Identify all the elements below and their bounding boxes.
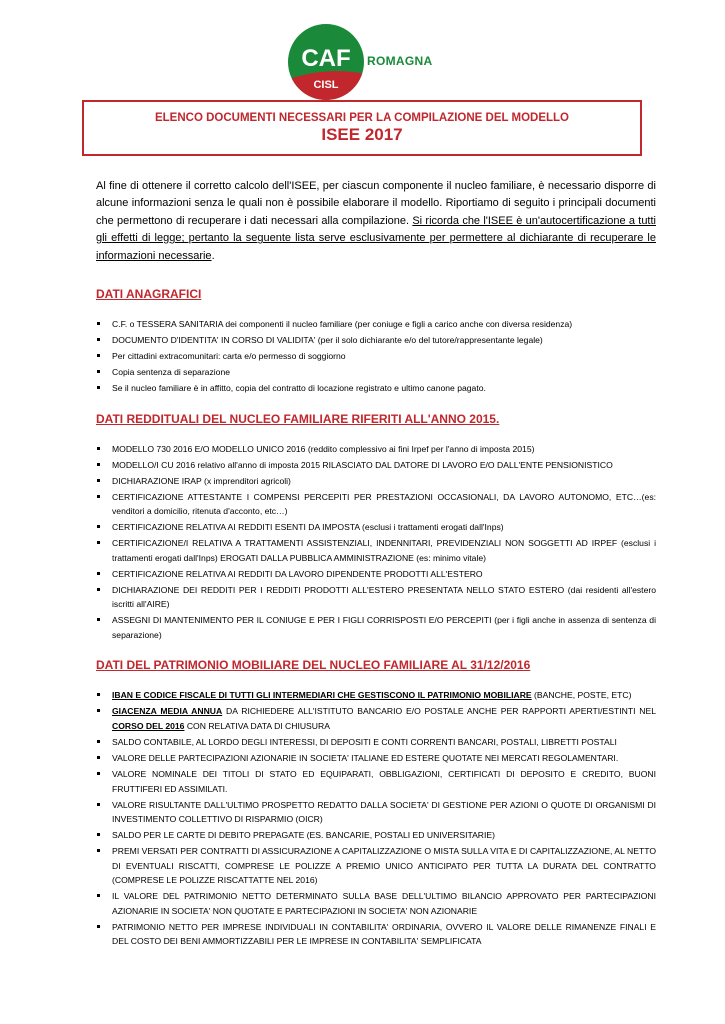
section-heading-anagrafici: DATI ANAGRAFICI bbox=[96, 287, 202, 302]
list-item: SALDO CONTABILE, AL LORDO DEGLI INTERESSI, DI DEPOSITI E CONTI CORRENTI BANCARI, POSTALI, LIBRETTI POSTALI bbox=[96, 735, 656, 750]
list-item: CERTIFICAZIONE ATTESTANTE I COMPENSI PERCEPITI PER PRESTAZIONI OCCASIONALI, DA LAVORO AUTONOMO, ETC…(es: venditori a domicilio, ritenuta d'acconto, etc…) bbox=[96, 490, 656, 519]
list-reddituali bbox=[96, 442, 656, 643]
section-heading-reddituali: DATI REDDITUALI DEL NUCLEO FAMILIARE RIFERITI ALL'ANNO 2015. bbox=[96, 411, 500, 426]
intro-text: Al fine di ottenere il corretto calcolo dell'ISEE, per ciascun componente il nucleo familiare, è necessario disporre di alcune informazioni senza le quali non è possibile elaborare il modello. Riportiamo di seguito i principali documenti che permettono di recuperare i dati necessari alla compilazione. bbox=[96, 180, 656, 227]
list-item bbox=[96, 704, 656, 733]
logo-caf-text: CAF bbox=[301, 45, 351, 72]
intro-end: . bbox=[211, 249, 215, 262]
list-item: CERTIFICAZIONE RELATIVA AI REDDITI DA LAVORO DIPENDENTE PRODOTTI ALL'ESTERO bbox=[96, 567, 656, 582]
caf-cisl-logo bbox=[286, 22, 366, 102]
list-item: C.F. o TESSERA SANITARIA dei componenti il nucleo familiare (per coniuge e figli a carico anche con diversa residenza) bbox=[96, 317, 656, 332]
logo-cisl-text: CISL bbox=[313, 79, 339, 91]
intro-paragraph bbox=[96, 178, 656, 265]
list-item: DICHIARAZIONE IRAP (x imprenditori agricoli) bbox=[96, 474, 656, 489]
list-item: PREMI VERSATI PER CONTRATTI DI ASSICURAZIONE A CAPITALIZZAZIONE O MISTA SULLA VITA E DI CAPITALIZZAZIONE, AL NETTO DI EVENTUALI RISCATTI, COMPRESE LE POLIZZE A PREMIO UNICO ANTICIPATO PER TUTTA LA DURATA DEL CONTRATTO (COMPRESE LE POLIZZE RISCATTATTE NEL 2016) bbox=[96, 844, 656, 888]
list-item: MODELLO/I CU 2016 relativo all'anno di imposta 2015 RILASCIATO DAL DATORE DI LAVORO E/O DALL'ENTE PENSIONISTICO bbox=[96, 458, 656, 473]
list-item: ASSEGNI DI MANTENIMENTO PER IL CONIUGE E PER I FIGLI CORRISPOSTI E/O PERCEPITI (per i figli anche in assenza di sentenza di separazione) bbox=[96, 613, 656, 642]
title-box bbox=[82, 100, 642, 156]
list-anagrafici bbox=[96, 317, 656, 396]
logo-region: ROMAGNA bbox=[367, 54, 433, 68]
item-text: CON RELATIVA DATA DI CHIUSURA bbox=[184, 720, 330, 731]
section-heading-patrimonio: DATI DEL PATRIMONIO MOBILIARE DEL NUCLEO FAMILIARE AL 31/12/2016 bbox=[96, 658, 531, 673]
list-item: VALORE DELLE PARTECIPAZIONI AZIONARIE IN SOCIETA' ITALIANE ED ESTERE QUOTATE NEI MERCATI REGOLAMENTARI. bbox=[96, 751, 656, 766]
list-item: SALDO PER LE CARTE DI DEBITO PREPAGATE (ES. BANCARIE, POSTALI ED UNIVERSITARIE) bbox=[96, 828, 656, 843]
document-body bbox=[96, 178, 656, 950]
item-text: DA RICHIEDERE ALL'ISTITUTO BANCARIO E/O POSTALE ANCHE PER RAPPORTI APERTI/ESTINTI NEL bbox=[222, 706, 656, 717]
item-bold-text: IBAN E CODICE FISCALE DI TUTTI GLI INTERMEDIARI CHE GESTISCONO IL PATRIMONIO MOBILIARE bbox=[112, 690, 532, 701]
list-item bbox=[96, 688, 656, 703]
item-bold-text: CORSO DEL 2016 bbox=[112, 720, 185, 731]
item-text: (BANCHE, POSTE, ETC) bbox=[531, 690, 632, 701]
list-item: CERTIFICAZIONE/I RELATIVA A TRATTAMENTI ASSISTENZIALI, INDENNITARI, PREVIDENZIALI NON SOGGETTI AD IRPEF (esclusi i trattamenti erogati dall'Inps) EROGATI DALLA PUBBLICA AMMINISTRAZIONE (es: minimo vitale) bbox=[96, 536, 656, 565]
list-item: DICHIARAZIONE DEI REDDITI PER I REDDITI PRODOTTI ALL'ESTERO PRESENTATA NELLO STATO ESTERO (dai residenti all'estero iscritti all'AIRE) bbox=[96, 583, 656, 612]
list-item: IL VALORE DEL PATRIMONIO NETTO DETERMINATO SULLA BASE DELL'ULTIMO BILANCIO APPROVATO PER PARTECIPAZIONI AZIONARIE IN SOCIETA' NON QUOTATE E PARTECIPAZIONI IN SOCIETA' NON AZIONARIE bbox=[96, 889, 656, 918]
list-item: VALORE RISULTANTE DALL'ULTIMO PROSPETTO REDATTO DALLA SOCIETA' DI GESTIONE PER AZIONI O QUOTE DI ORGANISMI DI INVESTIMENTO COLLETTIVO DI RISPARMIO (OICR) bbox=[96, 798, 656, 827]
list-item: PATRIMONIO NETTO PER IMPRESE INDIVIDUALI IN CONTABILITA' ORDINARIA, OVVERO IL VALORE DELLE RIMANENZE FINALI E DEL COSTO DEI BENI AMMORTIZZABILI PER LE IMPRESE IN CONTABILITA' SEMPLIFICATA bbox=[96, 920, 656, 949]
list-item: Copia sentenza di separazione bbox=[96, 365, 656, 380]
list-item: Per cittadini extracomunitari: carta e/o permesso di soggiorno bbox=[96, 349, 656, 364]
intro-underlined-note: Si ricorda che l'ISEE è un'autocertificazione a tutti gli effetti di legge; pertanto la seguente lista serve esclusivamente per permettere al dichiarante di recuperare le informazioni necessarie bbox=[96, 214, 656, 262]
list-item: Se il nucleo familiare è in affitto, copia del contratto di locazione registrato e ultimo canone pagato. bbox=[96, 381, 656, 396]
list-item: CERTIFICAZIONE RELATIVA AI REDDITI ESENTI DA IMPOSTA (esclusi i trattamenti erogati dall'Inps) bbox=[96, 520, 656, 535]
list-item: DOCUMENTO D'IDENTITA' IN CORSO DI VALIDITA' (per il solo dichiarante e/o del tutore/rappresentante legale) bbox=[96, 333, 656, 348]
title-subtitle: ELENCO DOCUMENTI NECESSARI PER LA COMPILAZIONE DEL MODELLO bbox=[154, 112, 570, 124]
list-item: VALORE NOMINALE DEI TITOLI DI STATO ED EQUIPARATI, OBBLIGAZIONI, CERTIFICATI DI DEPOSITO E CREDITO, BUONI FRUTTIFERI ED ASSIMILATI. bbox=[96, 767, 656, 796]
page-title: ISEE 2017 bbox=[321, 125, 403, 144]
list-patrimonio bbox=[96, 688, 656, 949]
list-item: MODELLO 730 2016 E/O MODELLO UNICO 2016 (reddito complessivo ai fini Irpef per l'anno di imposta 2015) bbox=[96, 442, 656, 457]
item-bold-text: GIACENZA MEDIA ANNUA bbox=[112, 706, 223, 717]
